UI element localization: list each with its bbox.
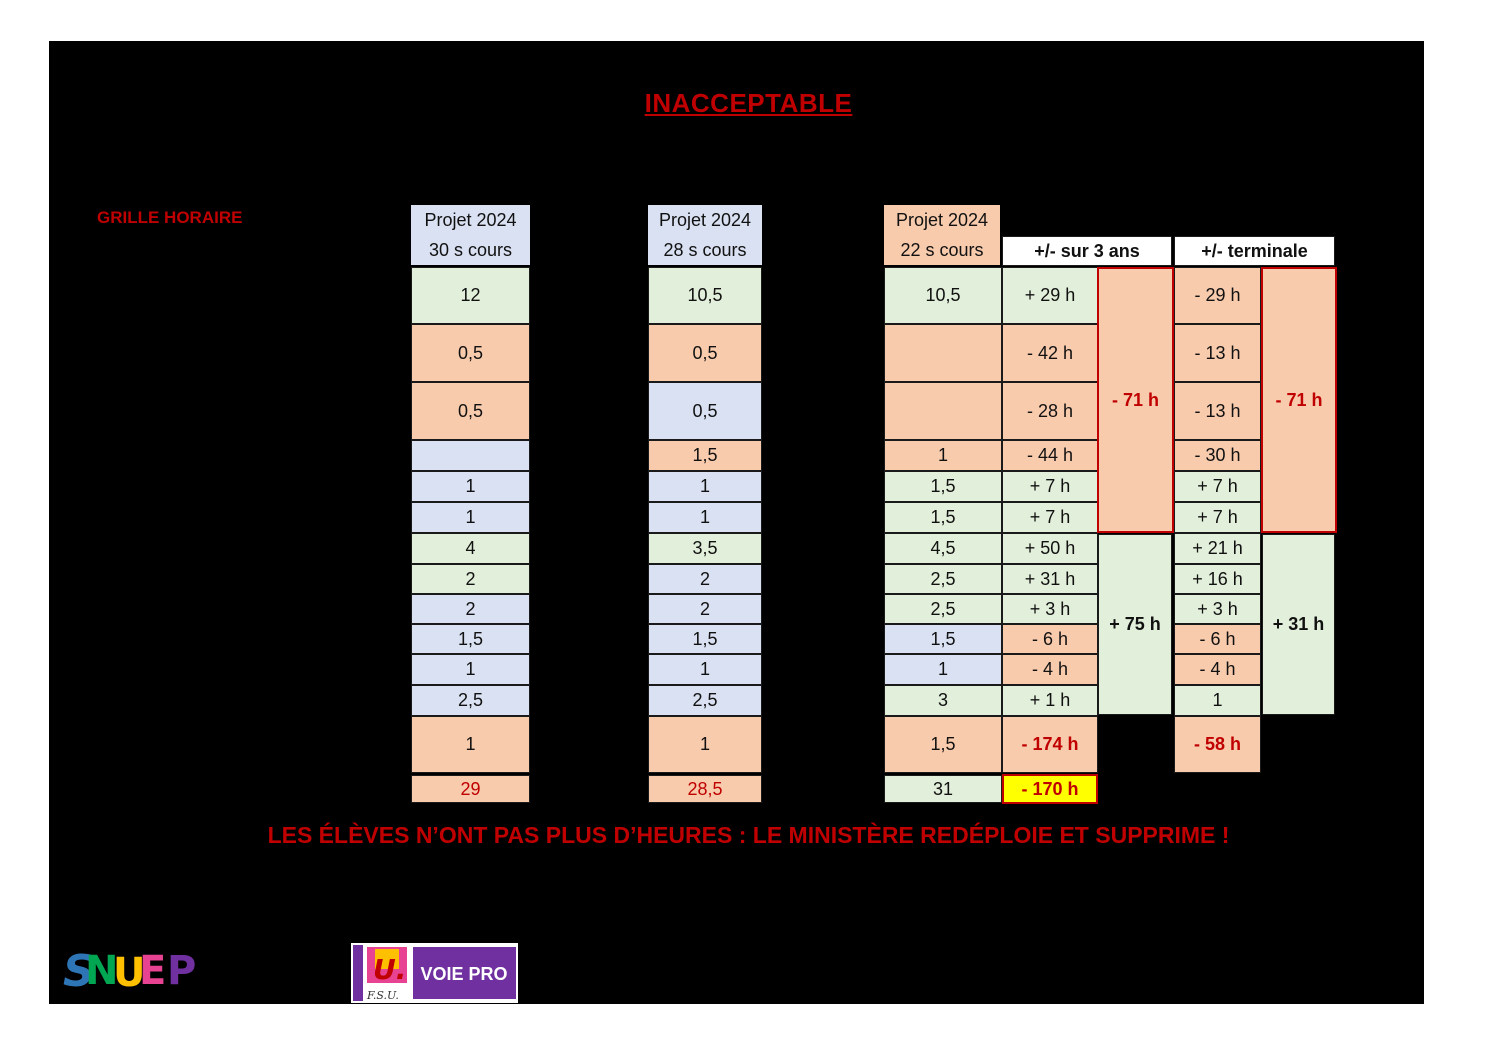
cell-row5-c3: 1,5 <box>884 471 1002 502</box>
cell-row5-c6: + 7 h <box>1174 471 1261 502</box>
header-col2-line1: Projet 2024 <box>658 210 752 230</box>
cell-row9-c6: + 3 h <box>1174 594 1261 624</box>
header-col4: +/- sur 3 ans <box>1002 236 1172 266</box>
cell-row7-c4: + 50 h <box>1002 533 1098 564</box>
cell-row4-c6: - 30 h <box>1174 440 1261 471</box>
cell-row11-c2: 1 <box>648 654 762 685</box>
cell-row1-c6: - 29 h <box>1174 267 1261 324</box>
cell-row6-c6: + 7 h <box>1174 502 1261 533</box>
cell-row7-c2: 3,5 <box>648 533 762 564</box>
fsu-name: F.S.U. <box>367 989 399 1002</box>
header-col3-line2: 22 s cours <box>900 240 984 260</box>
header-col6: +/- terminale <box>1174 236 1335 266</box>
cell-row1-c2: 10,5 <box>648 267 762 324</box>
cell-row9-c1: 2 <box>411 594 530 624</box>
header-col2-line2: 28 s cours <box>663 240 747 260</box>
snuep-logo <box>63 940 198 996</box>
cell-row9-c3: 2,5 <box>884 594 1002 624</box>
fsu-bar <box>353 945 363 1001</box>
page-title: INACCEPTABLE <box>644 88 853 118</box>
cell-row11-c1: 1 <box>411 654 530 685</box>
cell-row8-c4: + 31 h <box>1002 564 1098 594</box>
cell-row12-c3: 3 <box>884 685 1002 716</box>
cell-row5-c1: 1 <box>411 471 530 502</box>
header-col1-line1: Projet 2024 <box>424 210 517 230</box>
cell-row11-c3: 1 <box>884 654 1002 685</box>
fsu-logo-graphic <box>351 943 518 1003</box>
cell-row6-c1: 1 <box>411 502 530 533</box>
cell-row13-c2: 1 <box>648 716 762 773</box>
cell-row8-c1: 2 <box>411 564 530 594</box>
cell-row7-c3: 4,5 <box>884 533 1002 564</box>
cell-row2-c4: - 42 h <box>1002 324 1098 382</box>
cell-row3-c3 <box>884 382 1002 440</box>
cell-row7-c6: + 21 h <box>1174 533 1261 564</box>
group1-sur3ans: - 71 h <box>1097 267 1174 533</box>
header-col1-line2: 30 s cours <box>428 240 513 260</box>
total-col1: 29 <box>411 775 530 803</box>
total-col4: - 170 h <box>1002 774 1098 804</box>
cell-row13-c3: 1,5 <box>884 716 1002 773</box>
cell-row3-c2: 0,5 <box>648 382 762 440</box>
cell-row8-c6: + 16 h <box>1174 564 1261 594</box>
cell-row1-c4: + 29 h <box>1002 267 1098 324</box>
snuep-logo-u: U <box>113 950 146 996</box>
group2-terminale: + 31 h <box>1262 534 1335 715</box>
fsu-letters: U. <box>373 953 407 986</box>
cell-row13-c1: 1 <box>411 716 530 773</box>
cell-row10-c3: 1,5 <box>884 624 1002 654</box>
cell-row11-c4: - 4 h <box>1002 654 1098 685</box>
group1-terminale: - 71 h <box>1261 267 1337 533</box>
cell-row10-c2: 1,5 <box>648 624 762 654</box>
voie-pro-text: VOIE PRO <box>420 964 508 984</box>
cell-row1-c1: 12 <box>411 267 530 324</box>
snuep-logo-n: N <box>85 948 119 994</box>
cell-row8-c3: 2,5 <box>884 564 1002 594</box>
footer-message: LES ÉLÈVES N’ONT PAS PLUS D’HEURES : LE MINISTÈRE REDÉPLOIE ET SUPPRIME ! <box>267 822 1230 848</box>
cell-row10-c4: - 6 h <box>1002 624 1098 654</box>
cell-row2-c3 <box>884 324 1002 382</box>
snuep-logo-s: S <box>63 946 95 996</box>
grid-label: GRILLE HORAIRE <box>97 208 243 227</box>
total-col3: 31 <box>884 775 1002 803</box>
cell-row5-c2: 1 <box>648 471 762 502</box>
cell-row12-c2: 2,5 <box>648 685 762 716</box>
snuep-logo-e: E <box>139 948 167 994</box>
cell-row12-c6: 1 <box>1174 685 1261 716</box>
cell-row13-c4: - 174 h <box>1002 716 1098 773</box>
header-col3-line1: Projet 2024 <box>895 210 989 230</box>
cell-row6-c4: + 7 h <box>1002 502 1098 533</box>
snuep-logo-p: P <box>167 948 197 994</box>
cell-row3-c4: - 28 h <box>1002 382 1098 440</box>
header-col2 <box>648 205 762 265</box>
cell-row10-c1: 1,5 <box>411 624 530 654</box>
total-col2: 28,5 <box>648 775 762 803</box>
cell-row4-c3: 1 <box>884 440 1002 471</box>
cell-row12-c4: + 1 h <box>1002 685 1098 716</box>
cell-row4-c2: 1,5 <box>648 440 762 471</box>
cell-row10-c6: - 6 h <box>1174 624 1261 654</box>
cell-row4-c4: - 44 h <box>1002 440 1098 471</box>
cell-row3-c1: 0,5 <box>411 382 530 440</box>
group2-sur3ans: + 75 h <box>1098 534 1172 715</box>
cell-row9-c4: + 3 h <box>1002 594 1098 624</box>
cell-row12-c1: 2,5 <box>411 685 530 716</box>
cell-row6-c2: 1 <box>648 502 762 533</box>
cell-row2-c1: 0,5 <box>411 324 530 382</box>
cell-row4-c1 <box>411 440 530 471</box>
cell-row7-c1: 4 <box>411 533 530 564</box>
cell-row9-c2: 2 <box>648 594 762 624</box>
cell-row3-c6: - 13 h <box>1174 382 1261 440</box>
header-col1 <box>411 205 530 265</box>
cell-row2-c2: 0,5 <box>648 324 762 382</box>
cell-row11-c6: - 4 h <box>1174 654 1261 685</box>
cell-row1-c3: 10,5 <box>884 267 1002 324</box>
cell-row2-c6: - 13 h <box>1174 324 1261 382</box>
cell-row13-c6: - 58 h <box>1174 716 1261 773</box>
cell-row6-c3: 1,5 <box>884 502 1002 533</box>
fsu-voiepro-logo <box>351 943 518 1003</box>
cell-row5-c4: + 7 h <box>1002 471 1098 502</box>
cell-row8-c2: 2 <box>648 564 762 594</box>
header-col3 <box>884 205 1000 265</box>
